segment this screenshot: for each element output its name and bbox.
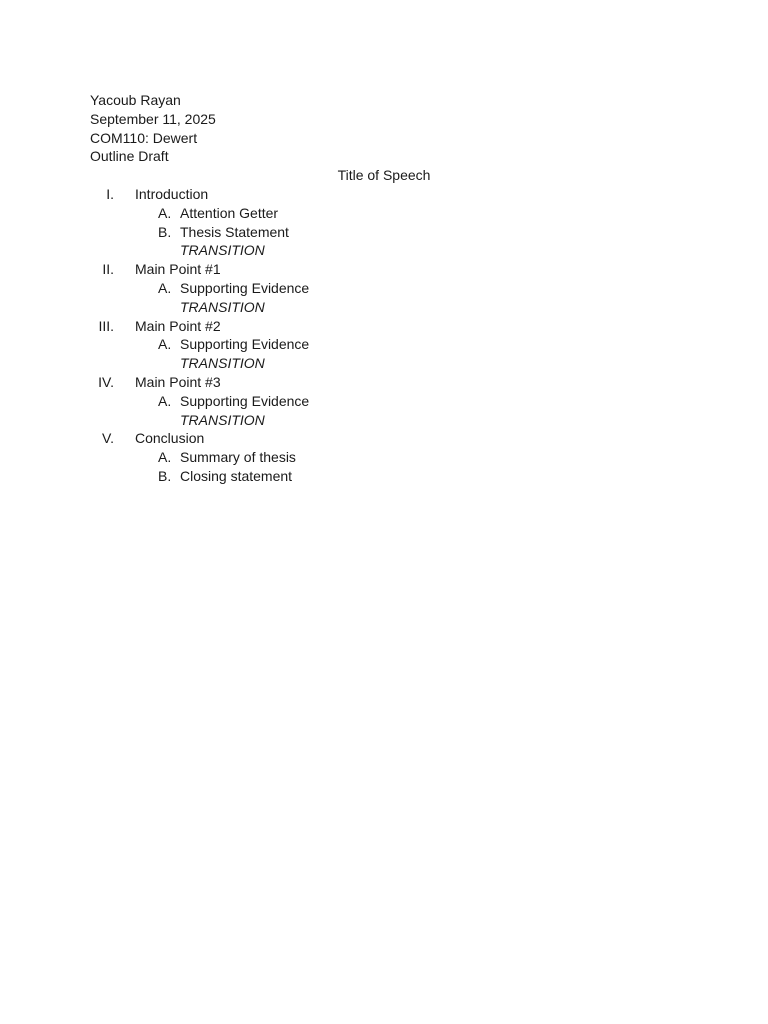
subpoint-text: Supporting Evidence <box>180 392 310 409</box>
outline-subpoint <box>90 279 678 298</box>
subpoint-text: Closing statement <box>180 467 293 484</box>
outline-transition <box>90 298 678 317</box>
outline-section-introduction <box>90 185 678 204</box>
section-label: Main Point #3 <box>135 373 221 390</box>
outline-section-main-point-3 <box>90 373 678 392</box>
outline-transition <box>90 241 678 260</box>
course-info: COM110: Dewert <box>90 129 198 146</box>
document-date: September 11, 2025 <box>90 110 216 127</box>
subpoint-letter: B. <box>158 467 172 484</box>
section-label: Main Point #2 <box>135 317 221 334</box>
outline-subpoint <box>90 448 678 467</box>
outline-subpoint <box>90 392 678 411</box>
subpoint-letter: A. <box>158 336 172 353</box>
outline-transition <box>90 354 678 373</box>
assignment-name: Outline Draft <box>90 148 169 165</box>
outline-section-main-point-2 <box>90 317 678 336</box>
subpoint-letter: A. <box>158 279 172 296</box>
section-label: Main Point #1 <box>135 261 221 278</box>
transition-text: TRANSITION <box>180 411 265 428</box>
outline-subpoint <box>90 467 678 486</box>
section-numeral: IV. <box>98 373 114 390</box>
section-label: Introduction <box>135 185 209 202</box>
section-numeral: V. <box>102 430 114 447</box>
subpoint-text: Supporting Evidence <box>180 279 310 296</box>
subpoint-letter: A. <box>158 392 172 409</box>
outline-subpoint <box>90 223 678 242</box>
subpoint-text: Attention Getter <box>180 204 279 221</box>
section-numeral: I. <box>106 185 114 202</box>
speech-title-line <box>90 166 678 185</box>
outline-subpoint <box>90 335 678 354</box>
subpoint-text: Thesis Statement <box>180 223 289 240</box>
section-numeral: III. <box>98 317 114 334</box>
section-numeral: II. <box>102 261 114 278</box>
document-body <box>90 91 678 486</box>
subpoint-letter: A. <box>158 449 172 466</box>
subpoint-letter: A. <box>158 204 172 221</box>
transition-text: TRANSITION <box>180 242 265 259</box>
outline-section-main-point-1 <box>90 260 678 279</box>
section-label: Conclusion <box>135 430 205 447</box>
transition-text: TRANSITION <box>180 298 265 315</box>
subpoint-text: Supporting Evidence <box>180 336 310 353</box>
author-name: Yacoub Rayan <box>90 92 181 108</box>
speech-title: Title of Speech <box>337 167 431 184</box>
subpoint-letter: B. <box>158 223 172 240</box>
outline-section-conclusion <box>90 429 678 448</box>
subpoint-text: Summary of thesis <box>180 449 296 466</box>
outline-subpoint <box>90 204 678 223</box>
outline-transition <box>90 411 678 430</box>
transition-text: TRANSITION <box>180 355 265 372</box>
